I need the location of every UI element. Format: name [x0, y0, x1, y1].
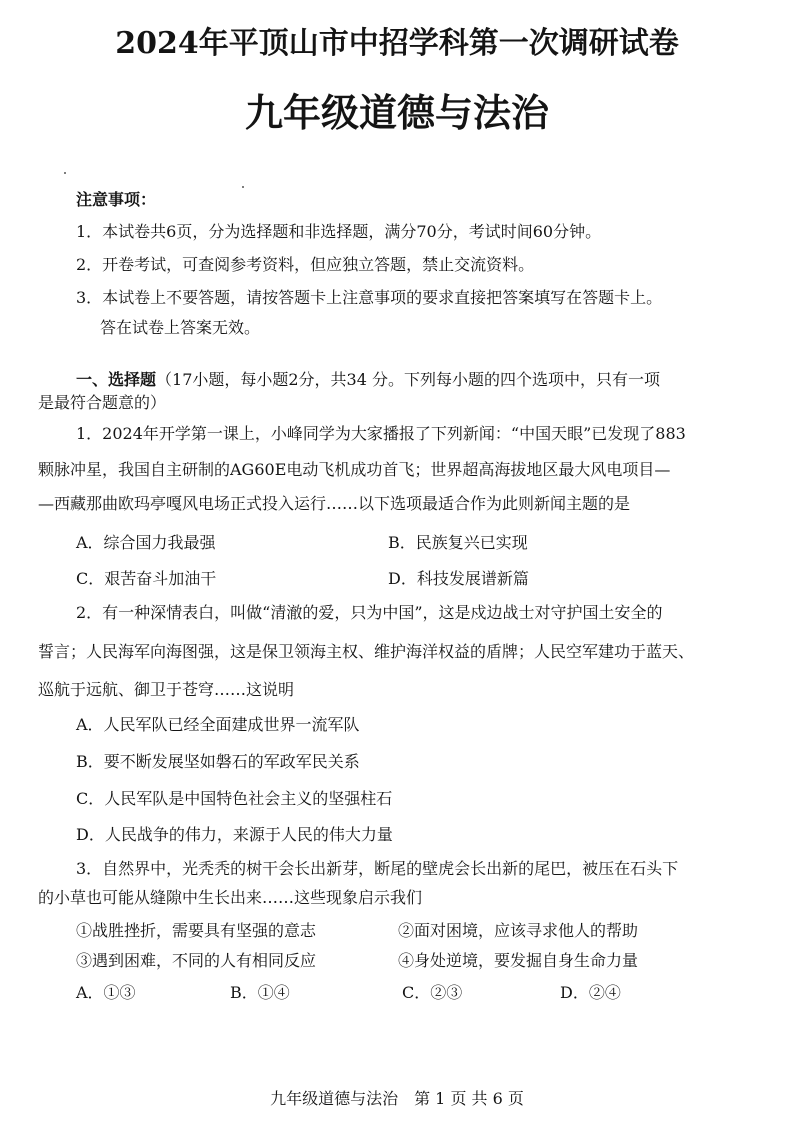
note-item: 答在试卷上答案无效。: [100, 318, 261, 337]
question-1-option-c: C．艰苦奋斗加油干: [76, 569, 217, 588]
question-2-line: 巡航于远航、御卫于苍穹……这说明: [38, 680, 295, 699]
note-item: 1．本试卷共6页，分为选择题和非选择题，满分70分，考试时间60分钟。: [76, 222, 602, 241]
question-3-statement-3: ③遇到困难，不同的人有相同反应: [76, 951, 317, 970]
scan-speck: [242, 186, 244, 188]
question-2-option-d: D．人民战争的伟力，来源于人民的伟大力量: [76, 825, 393, 844]
question-3-line: 3．自然界中，光秃秃的树干会长出新芽，断尾的壁虎会长出新的尾巴，被压在石头下: [76, 859, 679, 878]
scan-speck: [64, 172, 66, 174]
note-item: 2．开卷考试，可查阅参考资料，但应独立答题，禁止交流资料。: [76, 255, 535, 274]
notes-heading: 注意事项：: [76, 190, 157, 209]
note-item: 3．本试卷上不要答题，请按答题卡上注意事项的要求直接把答案填写在答题卡上。: [76, 288, 663, 307]
question-2-line: 2．有一种深情表白，叫做“清澈的爱，只为中国”，这是戍边战士对守护国土安全的: [76, 603, 663, 622]
question-2-option-a: A．人民军队已经全面建成世界一流军队: [76, 715, 360, 734]
question-1-option-b: B．民族复兴已实现: [388, 533, 528, 552]
question-1-option-d: D．科技发展谱新篇: [388, 569, 529, 588]
question-3-option-b: B．①④: [230, 983, 290, 1002]
question-1-line: 颗脉冲星，我国自主研制的AG60E电动飞机成功首飞；世界超高海拔地区最大风电项目—: [38, 460, 671, 479]
question-3-option-d: D．②④: [560, 983, 621, 1002]
question-3-option-a: A．①③: [76, 983, 136, 1002]
question-1-option-a: A．综合国力我最强: [76, 533, 216, 552]
question-2-option-b: B．要不断发展坚如磐石的军政军民关系: [76, 752, 360, 771]
question-3-statement-1: ①战胜挫折，需要具有坚强的意志: [76, 921, 317, 940]
question-3-statement-2: ②面对困境，应该寻求他人的帮助: [398, 921, 639, 940]
exam-subject-title: 九年级道德与法治: [244, 90, 549, 135]
section-description: （17小题，每小题2分，共34 分。下列每小题的四个选项中，只有一项: [156, 370, 661, 389]
page-footer: 九年级道德与法治 第 1 页 共 6 页: [270, 1089, 524, 1108]
section-description-cont: 是最符合题意的）: [38, 393, 167, 412]
question-1-line: —西藏那曲欧玛亭嘎风电场正式投入运行……以下选项最适合作为此则新闻主题的是: [38, 494, 631, 513]
question-2-line: 誓言；人民海军向海图强，这是保卫领海主权、维护海洋权益的盾牌；人民空军建功于蓝天、: [38, 642, 695, 661]
section-label: 一、选择题: [76, 370, 157, 389]
question-3-option-c: C．②③: [402, 983, 463, 1002]
question-1-line: 1．2024年开学第一课上，小峰同学为大家播报了下列新闻：“中国天眼”已发现了883: [76, 424, 686, 443]
question-2-option-c: C．人民军队是中国特色社会主义的坚强柱石: [76, 789, 393, 808]
question-3-line: 的小草也可能从缝隙中生长出来……这些现象启示我们: [38, 888, 423, 907]
question-3-statement-4: ④身处逆境，要发掘自身生命力量: [398, 951, 639, 970]
section-heading: [76, 367, 660, 390]
exam-title: 2024年平顶山市中招学科第一次调研试卷: [115, 26, 679, 61]
